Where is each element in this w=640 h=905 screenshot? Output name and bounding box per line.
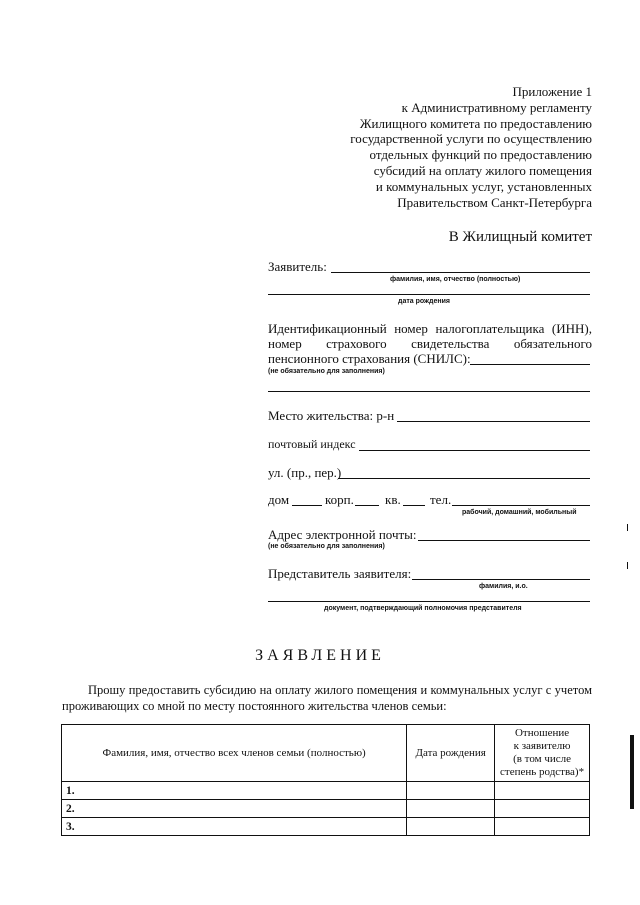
house-field[interactable]	[292, 505, 322, 506]
request-text: Прошу предоставить субсидию на оплату жилого помещения и коммунальных услуг с учетом проживающих со мной по месту постоянного жительства членов семьи:	[62, 683, 592, 713]
relation-header-line: степень родства)*	[500, 766, 585, 778]
representative-document-field[interactable]	[268, 601, 590, 602]
appendix-line: государственной услуги по осуществлению	[350, 131, 592, 147]
phone-hint: рабочий, домашний, мобильный	[462, 509, 577, 516]
street-field[interactable]	[338, 478, 590, 479]
appendix-line: к Административному регламенту	[401, 99, 592, 115]
house-label: дом	[268, 492, 290, 507]
appendix-line: Приложение 1	[512, 84, 592, 99]
appendix-line: и коммунальных услуг, установленных	[375, 178, 592, 194]
table-row	[62, 782, 590, 800]
appendix-line: Жилищного комитета по предоставлению	[359, 115, 592, 131]
inn-field[interactable]	[470, 364, 590, 365]
representative-label: Представитель заявителя:	[268, 566, 412, 581]
table-row	[62, 800, 590, 818]
inn-hint: (не обязательно для заполнения)	[268, 368, 385, 375]
applicant-dob-field[interactable]	[268, 294, 590, 295]
inn-field-extra[interactable]	[268, 391, 590, 392]
representative-name-field[interactable]	[412, 579, 590, 580]
row-number[interactable]: 1.	[62, 782, 407, 800]
email-field[interactable]	[418, 540, 590, 541]
residence-label: Место жительства: р-н	[268, 408, 395, 423]
column-header-dob: Дата рождения	[407, 725, 495, 782]
phone-label: тел.	[430, 492, 452, 507]
appendix-block	[350, 84, 592, 210]
district-field[interactable]	[397, 421, 590, 422]
relation-cell[interactable]	[495, 800, 590, 818]
applicant-label: Заявитель:	[268, 259, 327, 274]
column-header-name: Фамилия, имя, отчество всех членов семьи (полностью)	[62, 725, 407, 782]
apartment-field[interactable]	[403, 505, 425, 506]
appendix-line: отдельных функций по предоставлению	[369, 147, 592, 163]
table-row	[62, 818, 590, 836]
postal-code-label: почтовый индекс	[268, 437, 356, 451]
inn-snils-label: Идентификационный номер налогоплательщика (ИНН), номер страхового свидетельства обязательного пенсионного страхования (СНИЛС):	[268, 321, 592, 366]
column-header-relation	[495, 725, 590, 782]
applicant-dob-hint: дата рождения	[398, 298, 450, 305]
dob-cell[interactable]	[407, 782, 495, 800]
representative-document-hint: документ, подтверждающий полномочия представителя	[324, 605, 522, 612]
family-members-table	[61, 724, 590, 836]
relation-header-line: (в том числе	[513, 753, 572, 765]
recipient-heading: В Жилищный комитет	[448, 229, 592, 245]
relation-cell[interactable]	[495, 782, 590, 800]
email-hint: (не обязательно для заполнения)	[268, 543, 385, 550]
appendix-line: субсидий на оплату жилого помещения	[373, 162, 592, 178]
email-label: Адрес электронной почты:	[268, 527, 417, 542]
document-title: ЗАЯВЛЕНИЕ	[255, 647, 385, 664]
applicant-name-hint: фамилия, имя, отчество (полностью)	[390, 276, 521, 283]
appendix-line: Правительством Санкт-Петербурга	[397, 194, 592, 210]
street-label: ул. (пр., пер.)	[268, 465, 342, 480]
representative-name-hint: фамилия, и.о.	[479, 583, 528, 590]
dob-cell[interactable]	[407, 818, 495, 836]
scan-edge-dot	[627, 524, 628, 531]
dob-cell[interactable]	[407, 800, 495, 818]
scan-edge-mark	[630, 735, 634, 809]
building-field[interactable]	[355, 505, 379, 506]
table-header-row	[62, 725, 590, 782]
building-label: корп.	[325, 492, 354, 507]
relation-header-line: к заявителю	[513, 740, 571, 752]
row-number[interactable]: 3.	[62, 818, 407, 836]
relation-cell[interactable]	[495, 818, 590, 836]
scan-edge-dot	[627, 562, 628, 569]
applicant-name-field[interactable]	[331, 272, 590, 273]
row-number[interactable]: 2.	[62, 800, 407, 818]
postal-code-field[interactable]	[359, 450, 590, 451]
relation-header-line: Отношение	[514, 727, 570, 739]
apartment-label: кв.	[385, 492, 401, 507]
phone-field[interactable]	[452, 505, 590, 506]
